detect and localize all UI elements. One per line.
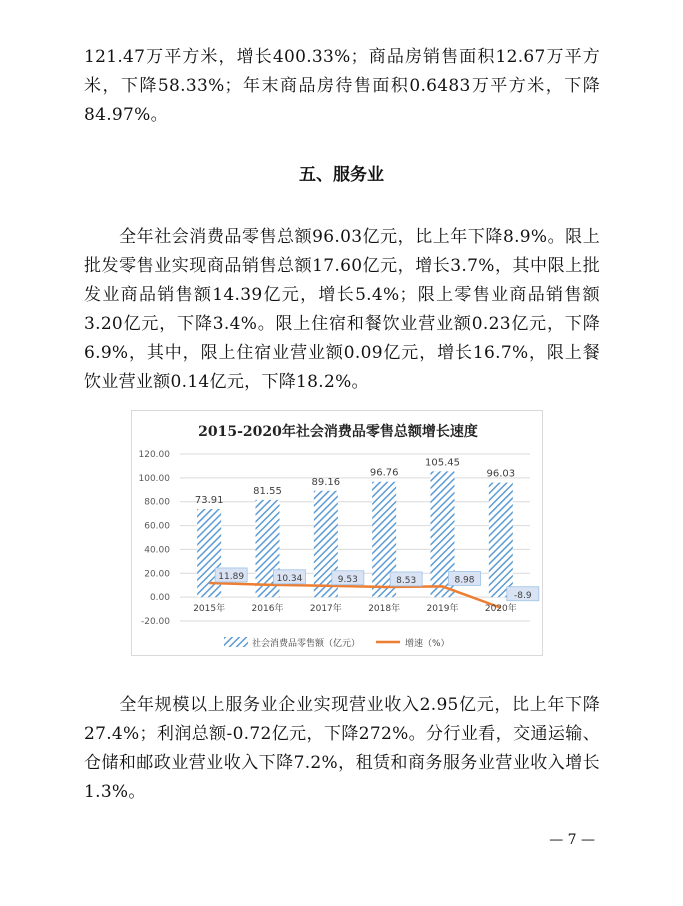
x-tick-label: 2018年 — [368, 604, 401, 615]
y-tick-label: 100.00 — [138, 473, 170, 484]
paragraph-real-estate: 121.47万平方米，增长400.33%；商品房销售面积12.67万平方米，下降58.33%；年末商品房待售面积0.6483万平方米，下降84.97%。 — [84, 47, 600, 125]
bar-value-label: 96.03 — [486, 468, 516, 480]
y-tick-label: 20.00 — [144, 569, 170, 580]
growth-value-label: 10.34 — [276, 573, 303, 584]
bar — [489, 483, 513, 598]
y-tick-label: 60.00 — [144, 521, 170, 532]
bar-value-label: 73.91 — [194, 494, 224, 506]
y-tick-label: 0.00 — [149, 593, 170, 604]
paragraph-services: 全年规模以上服务业企业实现营业收入2.95亿元，比上年下降27.4%；利润总额-0.72亿元，下降272%。分行业看，交通运输、仓储和邮政业营业收入下降7.2%，租赁和商务服务业营业收入增长1.3%。 — [84, 695, 600, 802]
growth-value-label: -8.9 — [514, 590, 532, 601]
page-number: — 7 — — [549, 832, 595, 848]
paragraph-retail: 全年社会消费品零售总额96.03亿元，比上年下降8.9%。限上批发零售业实现商品销售总额17.60亿元，增长3.7%，其中限上批发业商品销售额14.39亿元，增长5.4%；限上零售业商品销售额3.20亿元，下降3.4%。限上住宿和餐饮业营业额0.23亿元，下降6.9%，其中，限上住宿业营业额0.09亿元，增长16.7%，限上餐饮业营业额0.14亿元，下降18.2%。 — [84, 227, 600, 392]
legend-label-line: 增速（%） — [405, 639, 450, 649]
y-tick-label: -20.00 — [140, 617, 170, 627]
bar-value-label: 81.55 — [253, 485, 282, 497]
x-tick-label: 2020年 — [484, 604, 517, 615]
chart-canvas — [132, 411, 544, 657]
x-tick-label: 2019年 — [426, 604, 459, 615]
legend-label-bar: 社会消费品零售额（亿元） — [252, 639, 361, 649]
x-tick-label: 2015年 — [193, 604, 226, 615]
retail-growth-chart — [131, 410, 543, 656]
section-heading: 五、服务业 — [299, 165, 384, 185]
y-tick-label: 40.00 — [144, 545, 170, 556]
bar-value-label: 96.76 — [369, 467, 399, 479]
growth-value-label: 11.89 — [218, 571, 245, 582]
legend-swatch-bar — [224, 637, 248, 647]
x-tick-label: 2016年 — [251, 604, 284, 615]
y-tick-label: 80.00 — [144, 497, 170, 508]
bar-value-label: 89.16 — [311, 476, 341, 488]
growth-value-label: 9.53 — [337, 574, 358, 585]
x-tick-label: 2017年 — [309, 604, 342, 615]
chart-title: 2015-2020年社会消费品零售总额增长速度 — [198, 424, 478, 440]
y-tick-label: 120.00 — [138, 450, 170, 460]
growth-value-label: 8.98 — [454, 575, 475, 586]
growth-value-label: 8.53 — [396, 575, 417, 586]
bar-value-label: 105.45 — [425, 457, 460, 469]
